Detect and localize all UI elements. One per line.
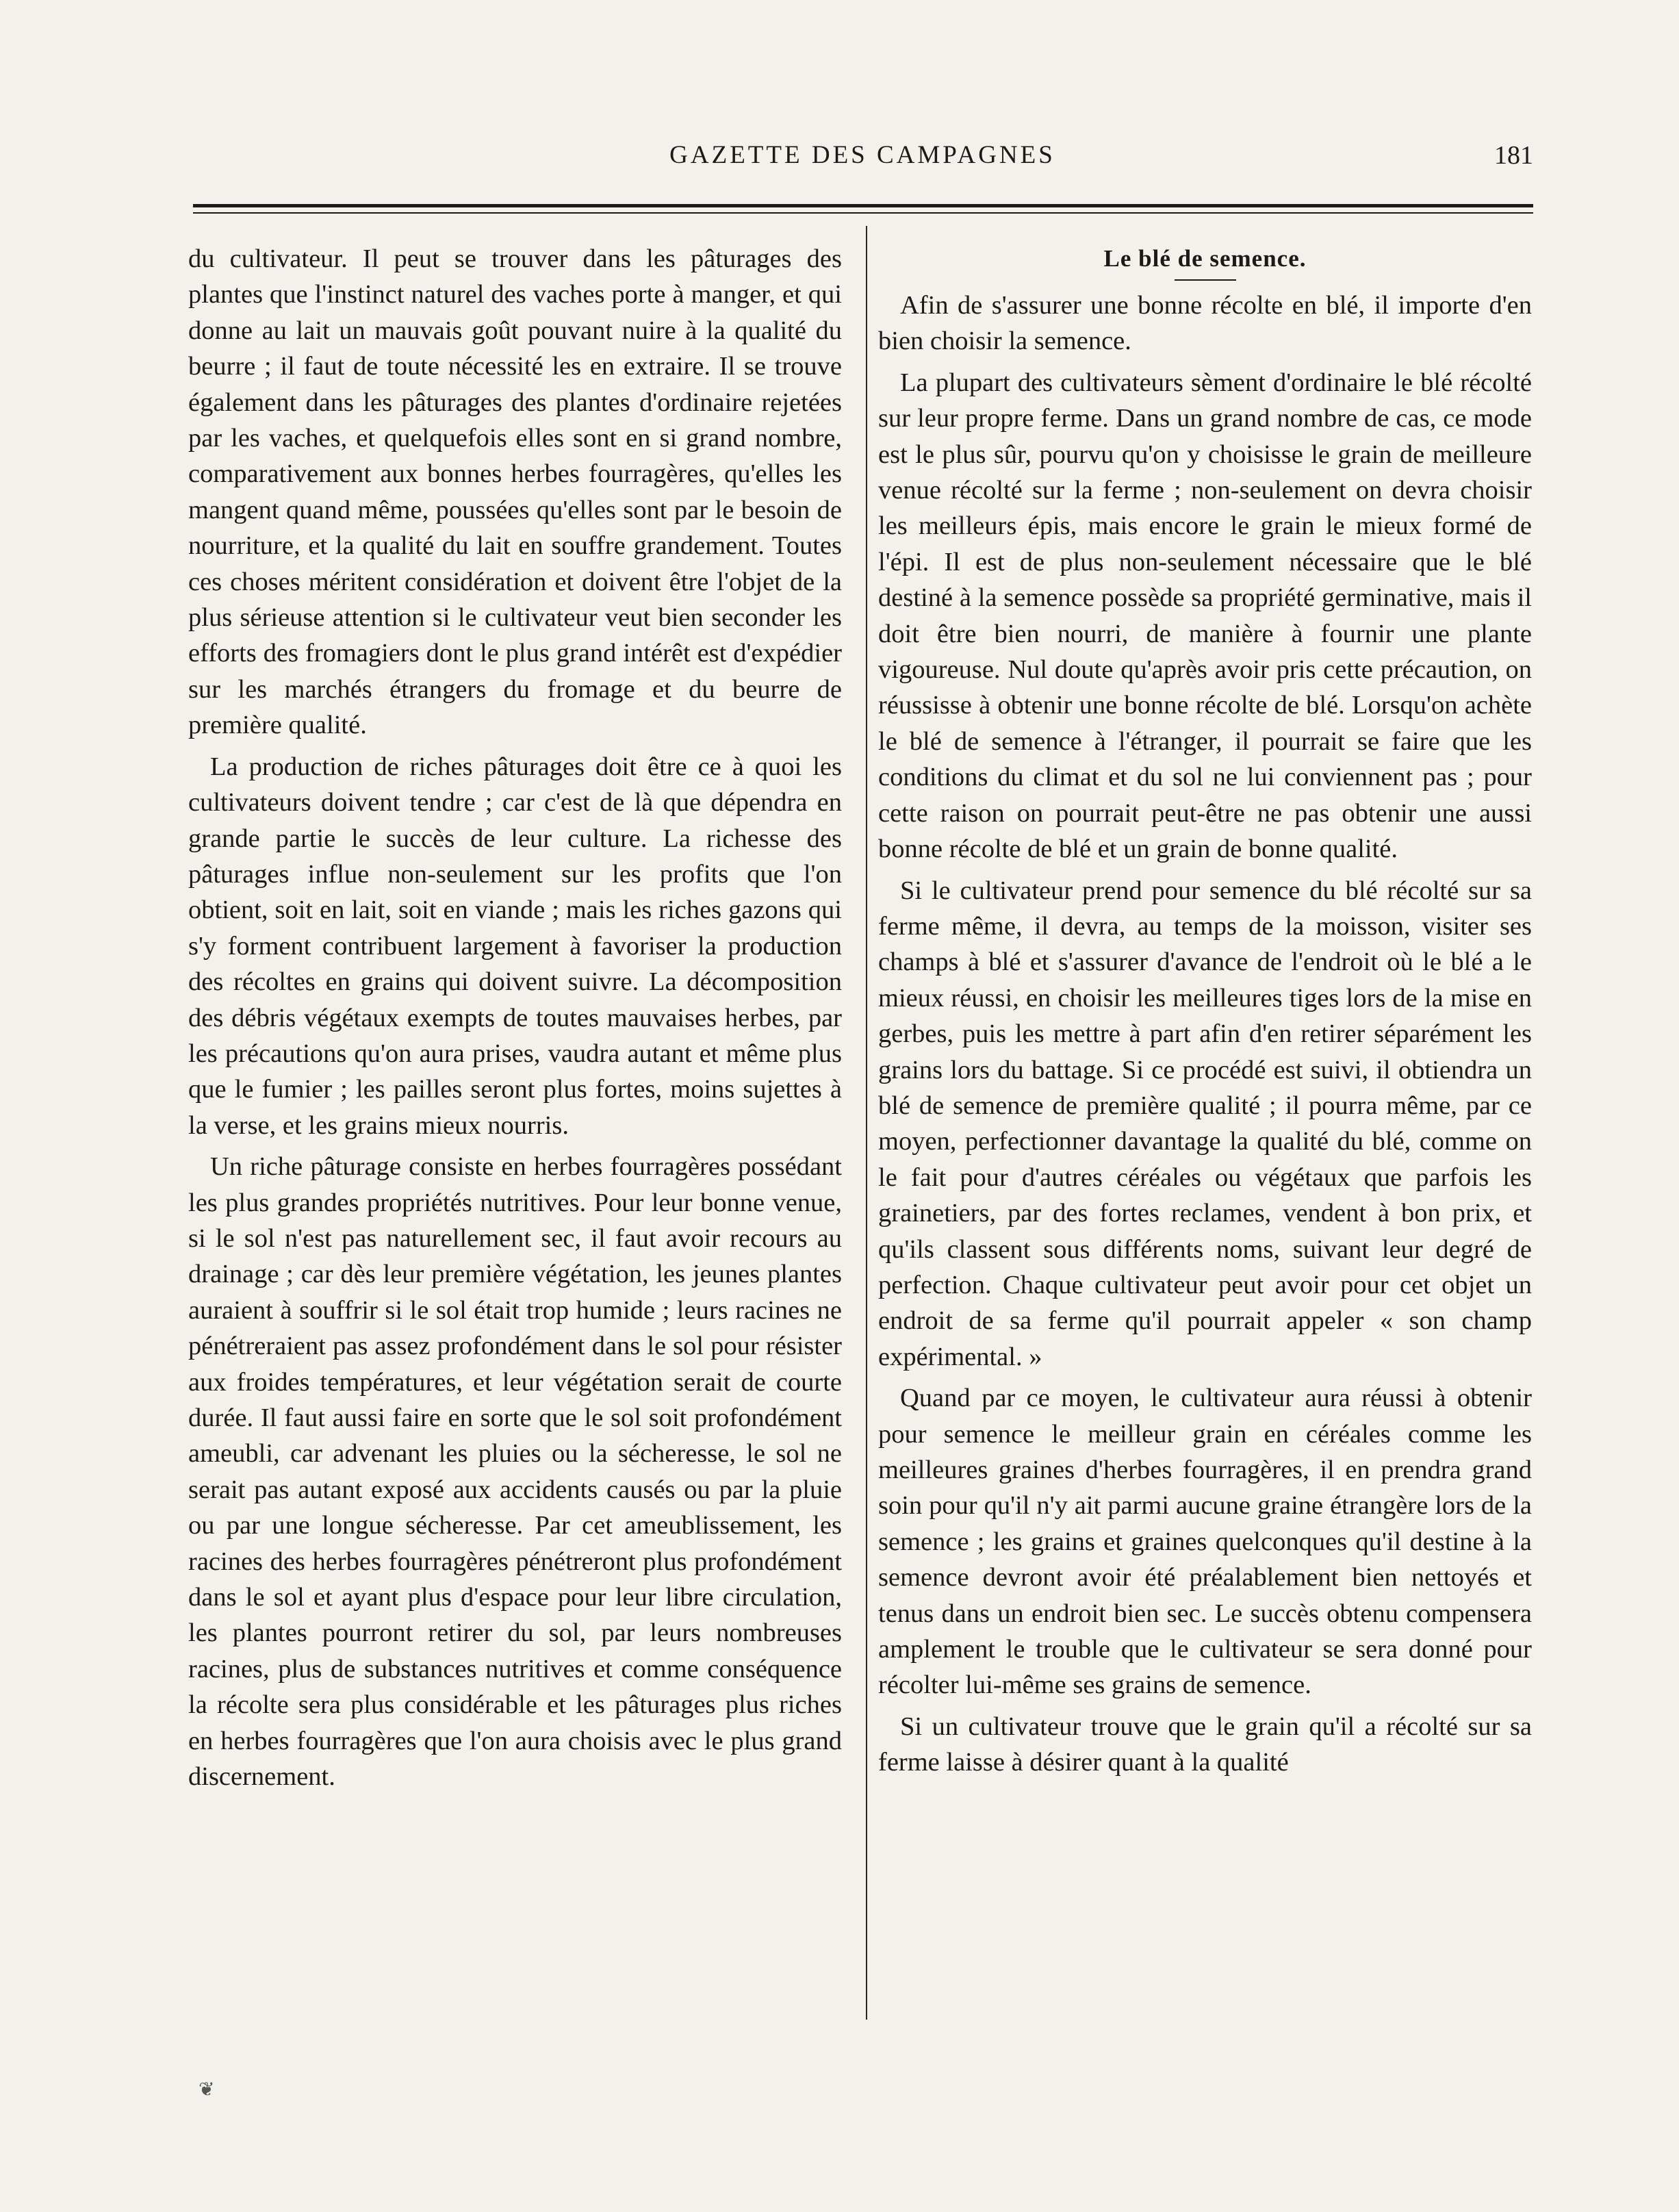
header-rule-thick [193,204,1533,207]
right-column [878,241,1532,2035]
column-divider [866,226,867,2020]
paragraph: Afin de s'assurer une bonne récolte en blé, il importe d'en bien choisir la semence. [878,291,1532,356]
printer-ornament-icon: ❦ [198,2079,215,2100]
paragraph: La plupart des cultivateurs sèment d'ordinaire le blé récolté sur leur propre ferme. Dans un grand nombre de cas, ce mode est le plus sûr, pourvu qu'on y choisisse le grain de meilleure venue récolté sur la ferme ; non-seulement on devra choisir les meilleurs épis, mais encore le grain le mieux formé de l'épi. Il est de plus non-seulement nécessaire que le blé destiné à la semence possède sa propriété germinative, mais il doit être bien nourri, de manière à fournir une plante vigoureuse. Nul doute qu'après avoir pris cette précaution, on réussisse à obtenir une bonne récolte de blé. Lorsqu'on achète le blé de semence à l'étranger, il pourrait se faire que les conditions du climat et du sol ne lui conviennent pas ; pour cette raison on pourrait peut-être ne pas obtenir une aussi bonne récolte de blé et un grain de bonne qualité. [878,368,1532,864]
paragraph: La production de riches pâturages doit être ce à quoi les cultivateurs doivent tendre ; car c'est de là que dépendra en grande partie le succès de leur culture. La richesse des pâturages influe non-seulement sur les profits que l'on obtient, soit en lait, soit en viande ; mais les riches gazons qui s'y forment contribuent largement à favoriser la production des récoltes en grains qui doivent suivre. La décomposition des débris végétaux exempts de toutes mauvaises herbes, par les précautions qu'on aura prises, vaudra autant et même plus que le fumier ; les pailles seront plus fortes, moins sujettes à la verse, et les grains mieux nourris. [188,752,842,1140]
section-title: Le blé de semence. [1103,245,1307,272]
paragraph: Quand par ce moyen, le cultivateur aura réussi à obtenir pour semence le meilleur grain en céréales comme les meilleures graines d'herbes fourragères, il en prendra grand soin pour qu'il n'y ait parmi aucune graine étrangère lors de la semence ; les grains et graines quelconques qu'il destine à la semence devront avoir été préalablement bien nettoyés et tenus dans un endroit bien sec. Le succès obtenu compensera amplement le trouble que le cultivateur se sera donné pour récolter lui-même ses grains de semence. [878,1384,1532,1700]
paragraph: Un riche pâturage consiste en herbes fourragères possédant les plus grandes propriétés nutritives. Pour leur bonne venue, si le sol n'est pas naturellement sec, il faut avoir recours au drainage ; car dès leur première végétation, les jeunes plantes auraient à souffrir si le sol était trop humide ; leurs racines ne pénétreraient pas assez profondément dans le sol pour résister aux froides températures, et leur végétation serait de courte durée. Il faut aussi faire en sorte que le sol soit profondément ameubli, car advenant les pluies ou la sécheresse, le sol ne serait pas autant exposé aux accidents causés ou par la pluie ou par une longue sécheresse. Par cet ameublissement, les racines des herbes fourragères pénétreront plus profondément dans le sol et ayant plus d'espace pour leur libre circulation, les plantes pourront retirer du sol, par leurs nombreuses racines, plus de substances nutritives et comme conséquence la récolte sera plus considérable et les pâturages plus riches en herbes fourragères que l'on aura choisis avec le plus grand discernement. [188,1152,842,1792]
paragraph: Si le cultivateur prend pour semence du blé récolté sur sa ferme même, il devra, au temps de la moisson, visiter ses champs à blé et s'assurer d'avance de l'endroit où le blé a le mieux réussi, en choisir les meilleures tiges lors de la mise en gerbes, puis les mettre à part afin d'en retirer séparément les grains lors du battage. Si ce procédé est suivi, il obtiendra un blé de semence de première qualité ; il pourra même, par ce moyen, perfectionner davantage la qualité du blé, comme on le fait pour d'autres céréales ou végétaux que parfois les grainetiers, par des fortes reclames, vendent à bon prix, et qu'ils classent sous différents noms, suivant leur degré de perfection. Chaque cultivateur peut avoir pour cet objet un endroit de sa ferme qu'il pourrait appeler « son champ expérimental. » [878,876,1532,1371]
running-title: GAZETTE DES CAMPAGNES [669,141,1055,169]
page-number: 181 [1494,141,1533,170]
page-header [192,140,1533,175]
header-rule-thin [193,212,1533,214]
paragraph: du cultivateur. Il peut se trouver dans les pâturages des plantes que l'instinct naturel des vaches porte à manger, et qui donne au lait un mauvais goût pouvant nuire à la qualité du beurre ; il faut de toute nécessité les en extraire. Il se trouve également dans les pâturages des plantes d'ordinaire rejetées par les vaches, et quelquefois elles sont en si grand nombre, comparativement aux bonnes herbes fourragères, qu'elles les mangent quand même, poussées qu'elles sont par le besoin de nourriture, et la qualité du lait en souffre grandement. Toutes ces choses méritent considération et doivent être l'objet de la plus sérieuse attention si le cultivateur veut bien seconder les efforts des fromagiers dont le plus grand intérêt est d'expédier sur les marchés étrangers du fromage et du beurre de première qualité. [188,244,842,740]
left-column [188,241,842,2035]
title-rule [1175,279,1236,281]
paragraph: Si un cultivateur trouve que le grain qu'il a récolté sur sa ferme laisse à désirer quant à la qualité [878,1712,1532,1777]
